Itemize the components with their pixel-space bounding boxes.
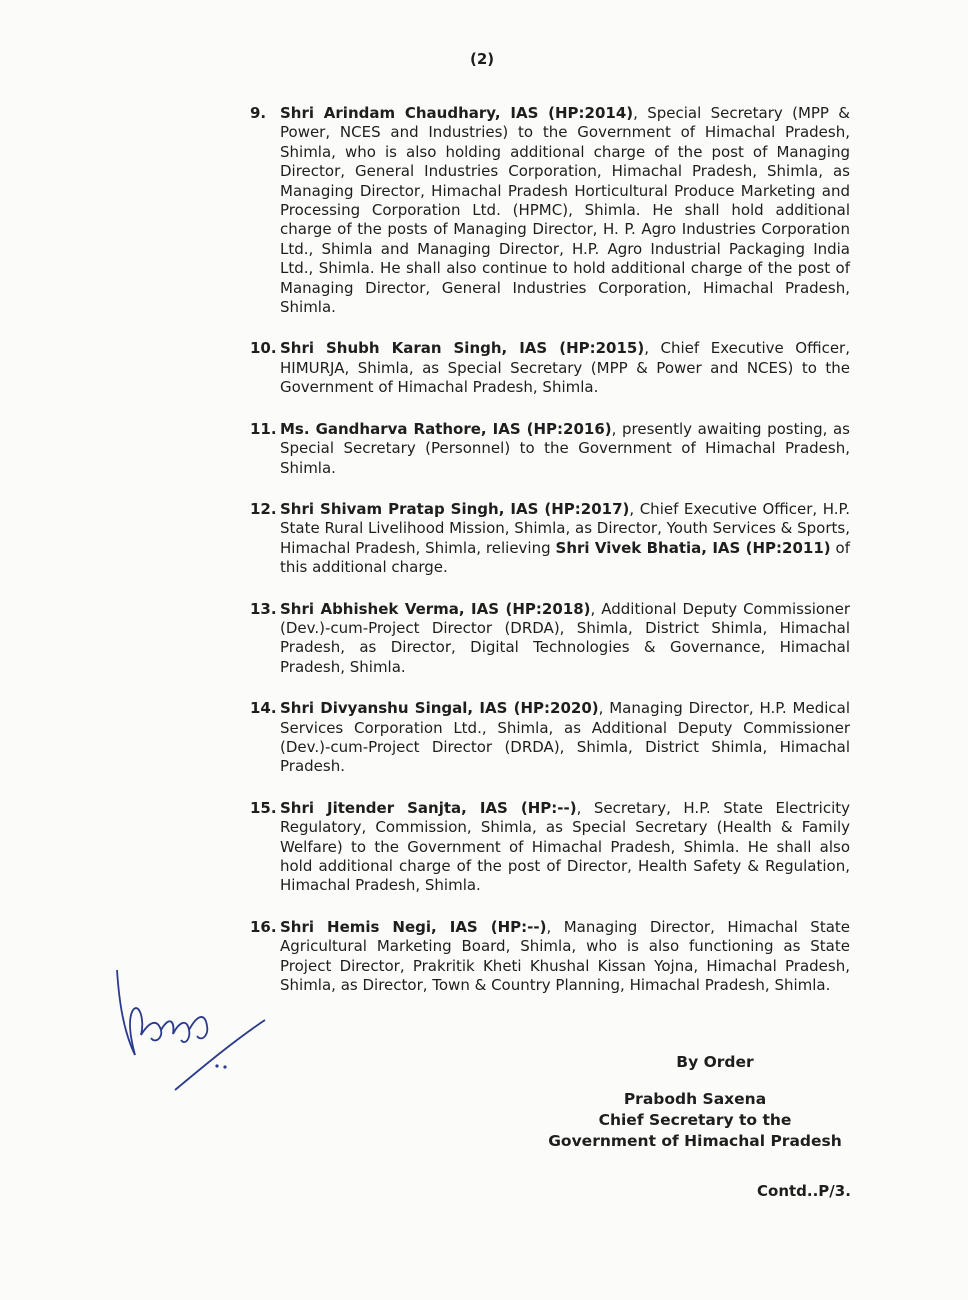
officer-name: Shri Shubh Karan Singh, IAS (HP:2015) xyxy=(280,339,645,358)
order-item xyxy=(250,420,850,478)
officer-name: Shri Jitender Sanjta, IAS (HP:--) xyxy=(280,798,577,817)
relieved-officer-name: Shri Vivek Bhatia, IAS (HP:2011) xyxy=(555,538,831,557)
posting-orders-list xyxy=(250,104,850,1017)
signatory-name: Prabodh Saxena xyxy=(623,1090,767,1108)
order-number: 12. xyxy=(250,499,277,518)
officer-name: Shri Hemis Negi, IAS (HP:--) xyxy=(280,917,547,936)
order-number: 13. xyxy=(250,599,277,618)
signatory-designation: Chief Secretary to the xyxy=(598,1111,792,1129)
officer-name: Ms. Gandharva Rathore, IAS (HP:2016) xyxy=(280,419,612,438)
order-text: , Chief Executive Officer, H.P. State Rural Livelihood Mission, Shimla, as Director, Youth Services & Sports, Himachal Pradesh, Shimla, relieving xyxy=(280,499,850,557)
order-text: , Managing Director, Himachal State Agricultural Marketing Board, Shimla, who is also functioning as State Project Director, Prakritik Kheti Khushal Kissan Yojna, Himachal Pradesh, Shimla, as Director, Town & Country Planning, Himachal Pradesh, Shimla. xyxy=(280,917,851,995)
order-number: 10. xyxy=(250,339,277,358)
by-order-label: By Order xyxy=(676,1053,754,1071)
order-text-end: of this additional charge. xyxy=(280,538,850,577)
order-text: , Managing Director, H.P. Medical Services Corporation Ltd., Shimla, as Additional Deputy Commissioner (Dev.)-cum-Project Director (DRDA), Shimla, District Shimla, Himachal Pradesh. xyxy=(280,699,850,776)
signatory-organization: Government of Himachal Pradesh xyxy=(548,1132,842,1150)
order-item xyxy=(250,339,850,397)
order-item xyxy=(250,600,850,678)
order-number: 14. xyxy=(250,699,277,718)
order-text: , presently awaiting posting, as Special Secretary (Personnel) to the Government of Himachal Pradesh, Shimla. xyxy=(280,419,850,477)
order-item xyxy=(250,699,850,777)
order-text: , Secretary, H.P. State Electricity Regulatory, Commission, Shimla, as Special Secretary (Health & Family Welfare) to the Government of Himachal Pradesh, Shimla. He shall also hold additional charge of the post of Director, Health Safety & Regulation, Himachal Pradesh, Shimla. xyxy=(280,798,851,895)
officer-name: Shri Arindam Chaudhary, IAS (HP:2014) xyxy=(280,104,634,122)
officer-name: Shri Divyanshu Singal, IAS (HP:2020) xyxy=(280,699,599,718)
order-text: , Additional Deputy Commissioner (Dev.)-cum-Project Director (DRDA), Shimla, District Shimla, Himachal Pradesh, as Director, Digital Technologies & Governance, Himachal Pradesh, Shimla. xyxy=(280,599,850,676)
order-item xyxy=(250,918,850,996)
order-text: , Special Secretary (MPP & Power, NCES and Industries) to the Government of Himachal Pradesh, Shimla, who is also holding additional charge of the post of Managing Director, General Industries Corporation, Himachal Pradesh, Shimla, as Managing Director, Himachal Pradesh Horticultural Produce Marketing and Processing Corporation Ltd. (HPMC), Shimla. He shall hold additional charge of the posts of Managing Director, H. P. Agro Industries Corporation Ltd., Shimla and Managing Director, H.P. Agro Industrial Packaging India Ltd., Shimla. He shall also continue to hold additional charge of the post of Managing Director, General Industries Corporation, Himachal Pradesh, Shimla. xyxy=(280,104,850,317)
continued-note: Contd..P/3. xyxy=(757,1182,851,1200)
officer-name: Shri Abhishek Verma, IAS (HP:2018) xyxy=(280,599,591,618)
officer-name: Shri Shivam Pratap Singh, IAS (HP:2017) xyxy=(280,499,630,518)
signature-icon xyxy=(105,960,275,1100)
order-text: , Chief Executive Officer, HIMURJA, Shimla, as Special Secretary (MPP & Power and NCES) to the Government of Himachal Pradesh, Shimla. xyxy=(280,339,850,397)
order-number: 16. xyxy=(250,917,277,936)
order-item xyxy=(250,799,850,896)
order-number: 15. xyxy=(250,798,277,817)
order-item xyxy=(250,104,850,317)
order-item xyxy=(250,500,850,578)
signature-block xyxy=(540,1052,850,1152)
order-number: 11. xyxy=(250,419,277,438)
page-number: (2) xyxy=(470,50,495,68)
order-number: 9. xyxy=(250,104,267,122)
